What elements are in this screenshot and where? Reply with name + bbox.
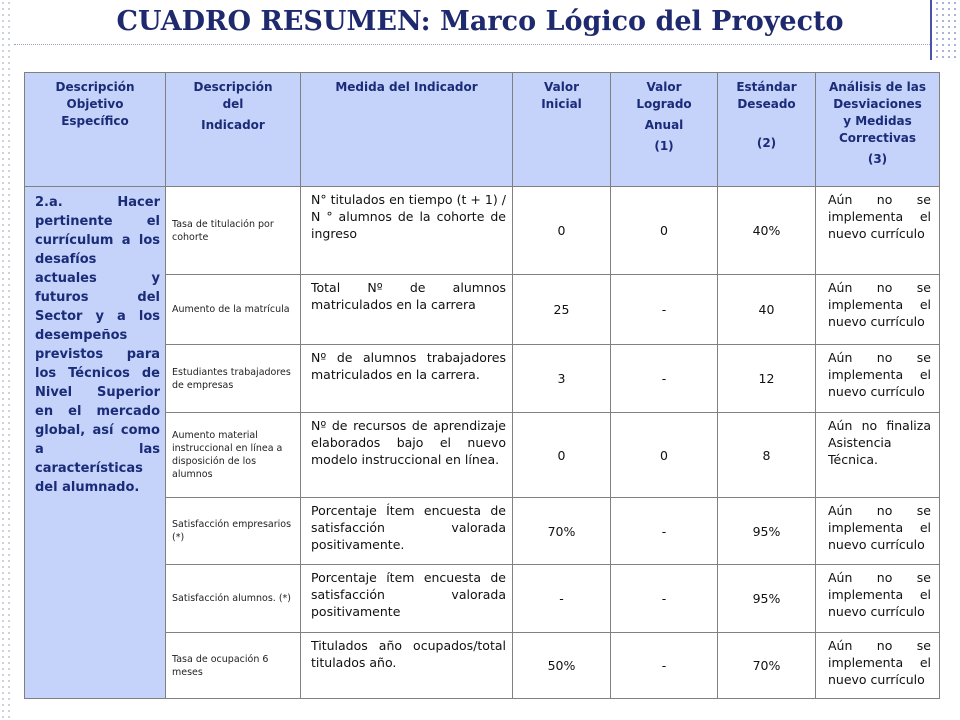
title-divider	[14, 44, 930, 45]
logical-framework-table	[24, 72, 940, 699]
analysis-cell: Aún no se implementa el nuevo currículo	[816, 498, 940, 565]
indicator-measure: Titulados año ocupados/total titulados año.	[301, 633, 513, 699]
header-measure: Medida del Indicador	[301, 73, 513, 187]
indicator-description: Aumento material instruccional en línea a disposición de los alumnos	[166, 413, 301, 498]
desired-standard: 70%	[718, 633, 816, 699]
achieved-value: -	[611, 345, 718, 413]
analysis-cell: Aún no finaliza Asistencia Técnica.	[816, 413, 940, 498]
indicator-description: Satisfacción empresarios (*)	[166, 498, 301, 565]
decorative-dot-pattern-left	[0, 0, 14, 720]
achieved-value: -	[611, 498, 718, 565]
analysis-cell: Aún no se implementa el nuevo currículo	[816, 565, 940, 633]
achieved-value: -	[611, 633, 718, 699]
initial-value: 50%	[513, 633, 611, 699]
achieved-value: -	[611, 565, 718, 633]
table-header-row	[25, 73, 940, 187]
analysis-cell: Aún no se implementa el nuevo currículo	[816, 345, 940, 413]
indicator-description: Aumento de la matrícula	[166, 275, 301, 345]
indicator-measure: Porcentaje ítem encuesta de satisfacción valorada positivamente	[301, 565, 513, 633]
page-title: CUADRO RESUMEN: Marco Lógico del Proyecto	[116, 6, 844, 37]
indicator-measure: Total Nº de alumnos matriculados en la carrera	[301, 275, 513, 345]
table-row	[25, 187, 940, 275]
analysis-cell: Aún no se implementa el nuevo currículo	[816, 633, 940, 699]
initial-value: 3	[513, 345, 611, 413]
indicator-measure: N° titulados en tiempo (t + 1) / N ° alumnos de la cohorte de ingreso	[301, 187, 513, 275]
initial-value: 0	[513, 413, 611, 498]
desired-standard: 40%	[718, 187, 816, 275]
indicator-description: Tasa de ocupación 6 meses	[166, 633, 301, 699]
achieved-value: -	[611, 275, 718, 345]
indicator-description: Estudiantes trabajadores de empresas	[166, 345, 301, 413]
analysis-cell: Aún no se implementa el nuevo currículo	[816, 275, 940, 345]
indicator-description: Tasa de titulación por cohorte	[166, 187, 301, 275]
achieved-value: 0	[611, 187, 718, 275]
achieved-value: 0	[611, 413, 718, 498]
header-desired-standard: Estándar Deseado (2)	[718, 73, 816, 187]
initial-value: 25	[513, 275, 611, 345]
initial-value: 70%	[513, 498, 611, 565]
header-indicator: Descripción del Indicador	[166, 73, 301, 187]
header-objective: Descripción Objetivo Específico	[25, 73, 166, 187]
specific-objective-cell: 2.a. Hacer pertinente el currículum a los desafíos actuales y futuros del Sector y a los desempeños previstos para los Técnicos de Nivel Superior en el mercado global, así como a las características del alumnado.	[25, 187, 166, 699]
desired-standard: 12	[718, 345, 816, 413]
indicator-measure: Nº de recursos de aprendizaje elaborados bajo el nuevo modelo instruccional en línea.	[301, 413, 513, 498]
indicator-description: Satisfacción alumnos. (*)	[166, 565, 301, 633]
initial-value: 0	[513, 187, 611, 275]
initial-value: -	[513, 565, 611, 633]
analysis-cell: Aún no se implementa el nuevo currículo	[816, 187, 940, 275]
indicator-measure: Porcentaje Ítem encuesta de satisfacción valorada positivamente.	[301, 498, 513, 565]
header-achieved-value: Valor Logrado Anual (1)	[611, 73, 718, 187]
desired-standard: 40	[718, 275, 816, 345]
header-initial-value: Valor Inicial	[513, 73, 611, 187]
desired-standard: 8	[718, 413, 816, 498]
indicator-measure: Nº de alumnos trabajadores matriculados en la carrera.	[301, 345, 513, 413]
desired-standard: 95%	[718, 498, 816, 565]
desired-standard: 95%	[718, 565, 816, 633]
header-analysis: Análisis de las Desviaciones y Medidas Correctivas (3)	[816, 73, 940, 187]
